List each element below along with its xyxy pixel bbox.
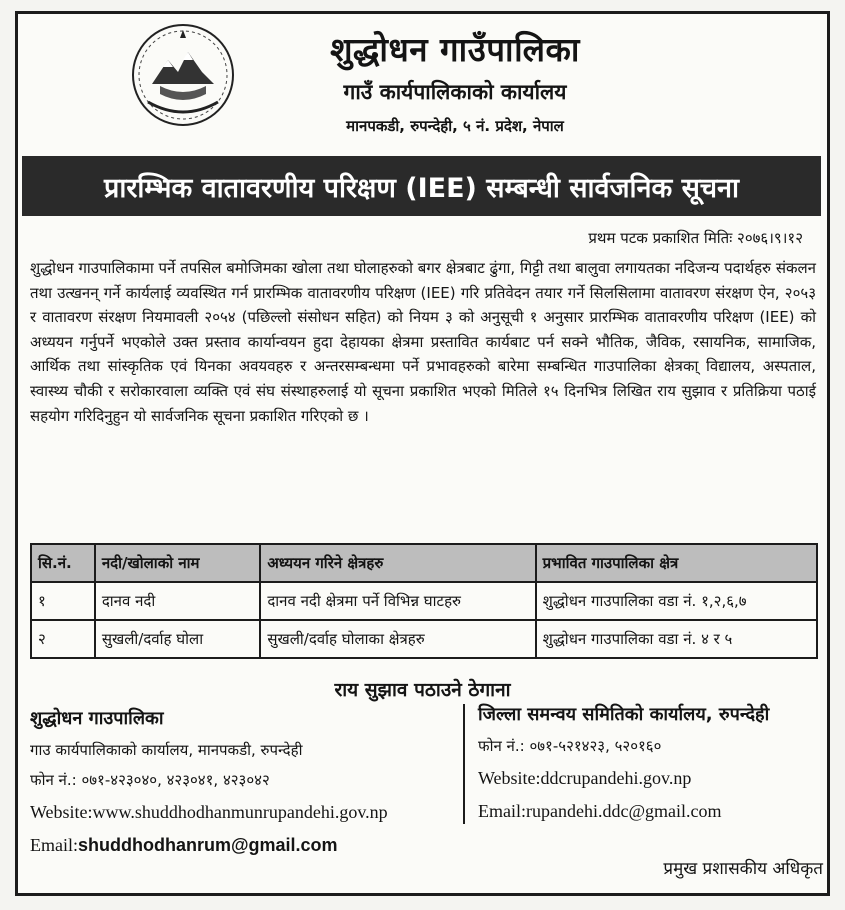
table-cell: २ (31, 620, 95, 658)
office-address: मानपकडी, रुपन्देही, ५ नं. प्रदेश, नेपाल (346, 117, 564, 135)
notice-title-banner: प्रारम्भिक वातावरणीय परिक्षण (IEE) सम्बन्धी सार्वजनिक सूचना (22, 156, 821, 216)
ddc-org-name: जिल्ला समन्वय समितिको कार्यालय, रुपन्देही (478, 704, 770, 725)
column-header: नदी/खोलाको नाम (95, 544, 260, 582)
ddc-phone: फोन नं.: ०७१-५२१४२३, ५२०१६० (478, 737, 662, 755)
publish-date: प्रथम पटक प्रकाशित मितिः २०७६।९।१२ (588, 229, 803, 247)
municipality-email (30, 835, 460, 856)
municipality-website[interactable]: Website:www.shuddhodhanmunrupandehi.gov.np (30, 802, 388, 822)
table-row (31, 620, 817, 658)
ddc-website[interactable]: Website:ddcrupandehi.gov.np (478, 768, 692, 788)
column-header: सि.नं. (31, 544, 95, 582)
table-cell: दानव नदी क्षेत्रमा पर्ने विभिन्न घाटहरु (260, 582, 535, 620)
table-row (31, 582, 817, 620)
municipality-office: गाउ कार्यपालिकाको कार्यालय, मानपकडी, रुपन्देही (30, 741, 303, 759)
table-cell: शुद्धोधन गाउपालिका वडा नं. ४ र ५ (536, 620, 817, 658)
municipality-contact (30, 706, 460, 856)
ddc-email[interactable]: Email:rupandehi.ddc@gmail.com (478, 801, 722, 821)
nepal-emblem-icon (130, 22, 236, 128)
table-cell: १ (31, 582, 95, 620)
column-divider (463, 704, 465, 824)
ddc-contact (478, 702, 823, 822)
signature-designation: प्रमुख प्रशासकीय अधिकृत (663, 859, 823, 879)
column-header: प्रभावित गाउपालिका क्षेत्र (536, 544, 817, 582)
municipality-title: शुद्धोधन गाउँपालिका (330, 30, 580, 69)
office-subtitle: गाउँ कार्यपालिकाको कार्यालय (343, 80, 567, 104)
address-section-title: राय सुझाव पठाउने ठेगाना (334, 679, 511, 701)
email-label: Email: (30, 835, 78, 855)
river-table (30, 543, 818, 659)
table-cell: शुद्धोधन गाउपालिका वडा नं. १,२,६,७ (536, 582, 817, 620)
table-cell: सुखली/दर्वाह घोला (95, 620, 260, 658)
table-cell: दानव नदी (95, 582, 260, 620)
notice-body: शुद्धोधन गाउपालिकामा पर्ने तपसिल बमोजिमका खोला तथा घोलाहरुको बगर क्षेत्रबाट ढुंगा, गिट्टी तथा बालुवा लगायतका नदिजन्य पदार्थहरु संकलन तथा उत्खनन् गर्ने कार्यलाई व्यवस्थित गर्न प्रारम्भिक वातावरणीय परिक्षण (IEE) गरि प्रतिवेदन तयार गर्ने सिलसिलामा वातावरण संरक्षण ऐन, २०५३ र वातावरण संरक्षण नियमावली २०५४ (पछिल्लो संसोधन सहित) को नियम ३ को अनुसूची १ अनुसार प्रारम्भिक वातावरणीय परिक्षण (IEE) को अध्ययन गर्नुपर्ने भएकोले उक्त प्रस्ताव कार्यान्वयन हुदा देहायका क्षेत्रमा प्रस्तावित कार्यबाट पर्न सक्ने भौतिक, जैविक, रसायनिक, सामाजिक, आर्थिक तथा सांस्कृतिक एवं यिनका अवयवहरु र अन्तरसम्बन्धमा पर्ने प्रभावहरुको बारेमा सम्बन्धित गाउपालिका क्षेत्रका् विद्यालय, अस्पताल, स्वास्थ्य चौकी र सरोकारवाला व्यक्ति एवं संघ संस्थाहरुलाई यो सूचना प्रकाशित भएको मितिले १५ दिनभित्र लिखित राय सुझाव र प्रतिक्रिया पठाई सहयोग गरिदिनुहुन यो सार्वजनिक सूचना प्रकाशित गरिएको छ । (30, 259, 816, 425)
municipality-phone: फोन नं.: ०७१-४२३०४०, ४२३०४१, ४२३०४२ (30, 771, 270, 789)
column-header: अध्ययन गरिने क्षेत्रहरु (260, 544, 535, 582)
municipality-email-address[interactable]: shuddhodhanrum@gmail.com (78, 835, 338, 855)
table-cell: सुखली/दर्वाह घोलाका क्षेत्रहरु (260, 620, 535, 658)
municipality-org-name: शुद्धोधन गाउपालिका (30, 708, 164, 729)
table-header-row (31, 544, 817, 582)
